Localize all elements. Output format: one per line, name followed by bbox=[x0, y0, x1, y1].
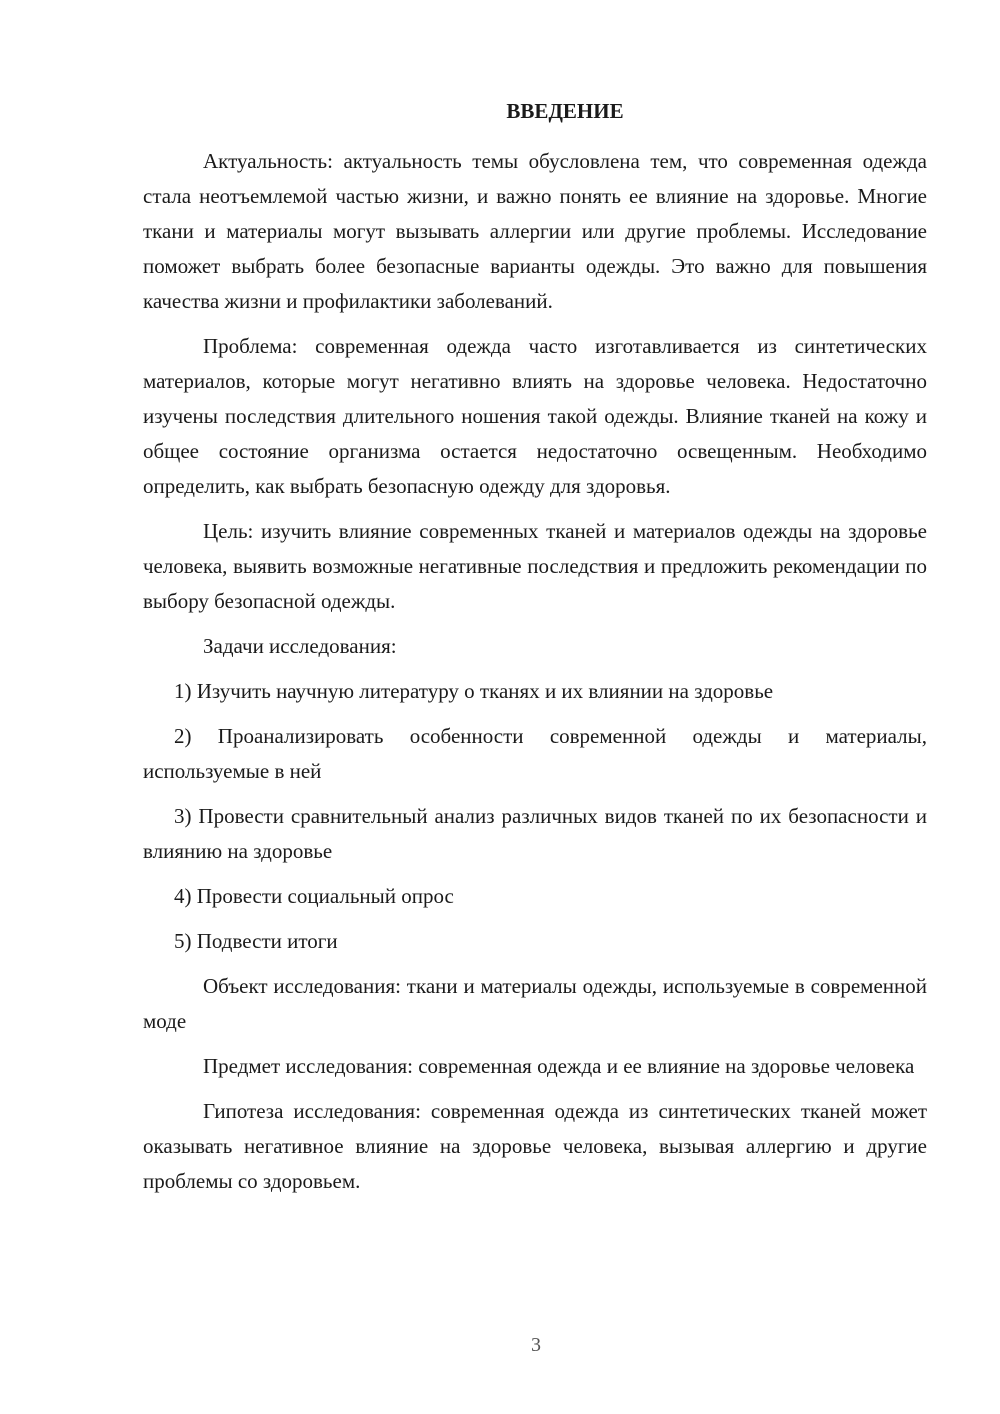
subject-paragraph: Предмет исследования: современная одежда и ее влияние на здоровье человека bbox=[203, 1054, 915, 1078]
task-item-2: 2) Проанализировать особенности современной одежды и материалы, используемые в ней bbox=[143, 724, 927, 783]
tasks-title: Задачи исследования: bbox=[203, 634, 397, 658]
task-item-5: 5) Подвести итоги bbox=[174, 929, 338, 953]
goal-paragraph: Цель: изучить влияние современных тканей и материалов одежды на здоровье человека, выявить возможные негативные последствия и предложить рекомендации по выбору безопасной одежды. bbox=[143, 519, 927, 613]
task-item-3: 3) Провести сравнительный анализ различных видов тканей по их безопасности и влиянию на здоровье bbox=[143, 804, 927, 863]
task-item-4: 4) Провести социальный опрос bbox=[174, 884, 454, 908]
problem-paragraph: Проблема: современная одежда часто изготавливается из синтетических материалов, которые могут негативно влиять на здоровье человека. Недостаточно изучены последствия длительного ношения такой одежды. Влияние тканей на кожу и общее состояние организма остается недостаточно освещенным. Необходимо определить, как выбрать безопасную одежду для здоровья. bbox=[143, 334, 927, 498]
tasks-list bbox=[143, 674, 927, 959]
relevance-paragraph: Актуальность: актуальность темы обусловлена тем, что современная одежда стала неотъемлемой частью жизни, и важно понять ее влияние на здоровье. Многие ткани и материалы могут вызывать аллергии или другие проблемы. Исследование поможет выбрать более безопасные варианты одежды. Это важно для повышения качества жизни и профилактики заболеваний. bbox=[143, 149, 927, 313]
document-page bbox=[143, 96, 927, 1209]
task-item-1: 1) Изучить научную литературу о тканях и их влиянии на здоровье bbox=[174, 679, 774, 703]
page-heading: ВВЕДЕНИЕ bbox=[506, 99, 624, 123]
page-number: 3 bbox=[531, 1334, 541, 1356]
hypothesis-paragraph: Гипотеза исследования: современная одежда из синтетических тканей может оказывать негативное влияние на здоровье человека, вызывая аллергию и другие проблемы со здоровьем. bbox=[143, 1099, 927, 1193]
object-paragraph: Объект исследования: ткани и материалы одежды, используемые в современной моде bbox=[143, 974, 927, 1033]
